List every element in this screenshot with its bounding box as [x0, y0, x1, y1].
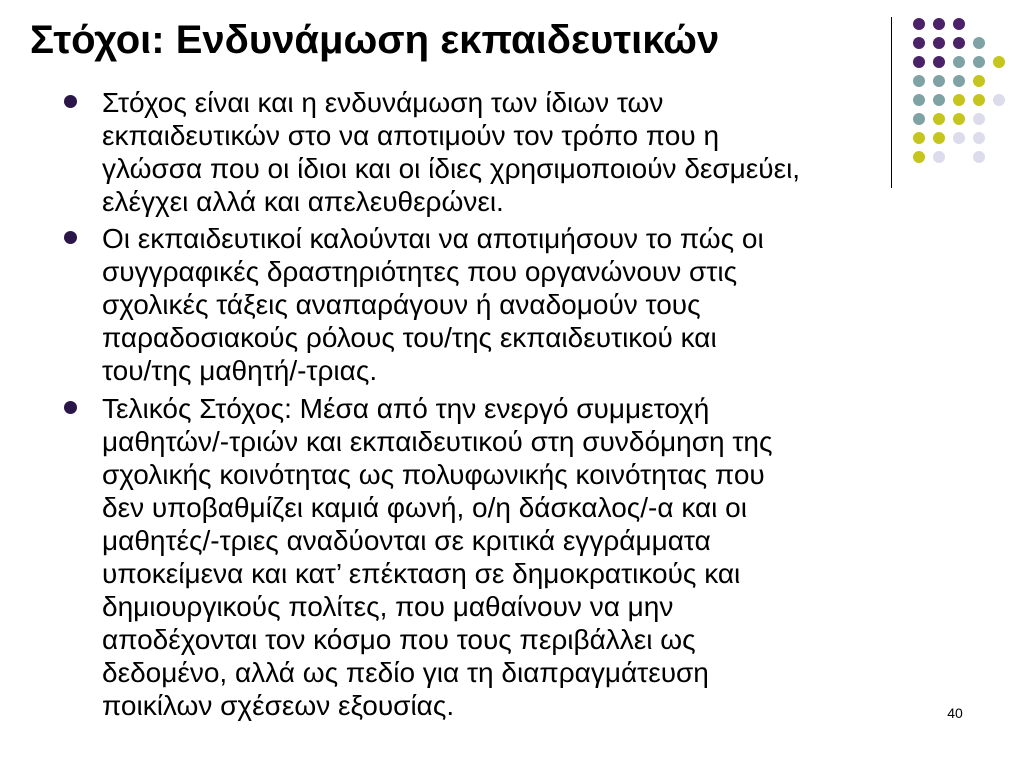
decor-dot — [913, 56, 925, 68]
bullet-dot-icon — [64, 231, 77, 244]
decor-dot — [973, 37, 985, 49]
decor-dot — [973, 132, 985, 144]
bullet-text: Οι εκπαιδευτικοί καλούνται να αποτιμήσουν το πώς οι συγγραφικές δραστηριότητες που οργανώνουν στις σχολικές τάξεις αναπαράγουν ή αναδομούν τους παραδοσιακούς ρόλους του/της εκπαιδευτικού και του/της μαθητή/-τριας. — [102, 223, 764, 386]
decor-dot — [973, 151, 985, 163]
slide-number: 40 — [947, 705, 963, 721]
decor-dot — [953, 18, 965, 30]
bullet-dot-icon — [64, 401, 77, 414]
decor-dot — [953, 37, 965, 49]
decor-dot — [933, 56, 945, 68]
decor-dot — [973, 56, 985, 68]
decor-dot — [973, 113, 985, 125]
slide-title: Στόχοι: Ενδυνάμωση εκπαιδευτικών — [30, 18, 720, 62]
decor-dot — [973, 75, 985, 87]
decor-dot — [913, 37, 925, 49]
decor-dot — [953, 56, 965, 68]
decor-dot — [933, 18, 945, 30]
decor-dot — [933, 37, 945, 49]
decor-dot — [993, 94, 1005, 106]
bullet-text: Τελικός Στόχος: Μέσα από την ενεργό συμμετοχή μαθητών/-τριών και εκπαιδευτικού στη συνδόμηση της σχολικής κοινότητας ως πολυφωνικής κοινότητας που δεν υποβαθμίζει καμιά φωνή, ο/η δάσκαλος/-α και οι μαθητές/-τριες αναδύονται σε κριτικά εγγράμματα υποκείμενα και κατ’ επέκταση σε δημοκρατικούς και δημιουργικούς πολίτες, που μαθαίνουν να μην αποδέχονται τον κόσμο που τους περιβάλλει ως δεδομένο, αλλά ως πεδίο για τη διαπραγμάτευση ποικίλων σχέσεων εξουσίας. — [102, 393, 773, 721]
bullet-text: Στόχος είναι και η ενδυνάμωση των ίδιων των εκπαιδευτικών στο να αποτιμούν τον τρόπο που η γλώσσα που οι ίδιοι και οι ίδιες χρησιμοποιούν δεσμεύει, ελέγχει αλλά και απελευθερώνει. — [102, 87, 801, 217]
decor-dot — [993, 56, 1005, 68]
bullet-dot-icon — [64, 95, 77, 108]
decor-dot — [913, 18, 925, 30]
decor-dot — [973, 94, 985, 106]
